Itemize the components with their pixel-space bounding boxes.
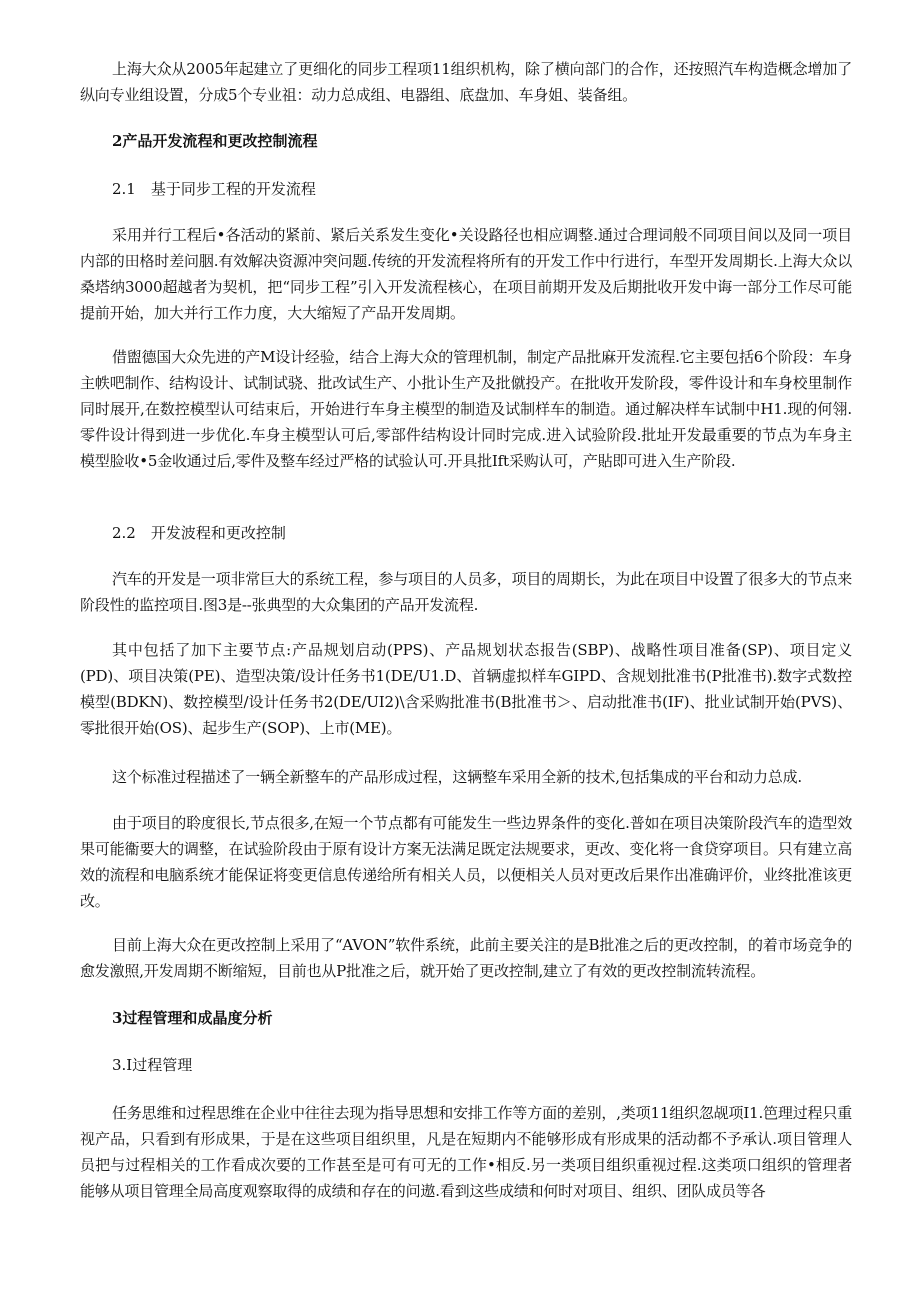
subsection-heading-3-1: 3.I过程管理 — [112, 1056, 193, 1074]
paragraph-standard-process: 这个标准过程描述了一辆全新整车的产品形成过程，这辆整车采用全新的技术,包括集成的平台和动力总成. — [112, 768, 802, 786]
paragraph-system-engineering: 汽车的开发是一项非常巨大的系统工程，参与项目的人员多，项目的周期长，为此在项目中设置了很多大的节点来阶段性的监控项目.图3是--张典型的大众集团的产品开发流程. — [80, 570, 853, 614]
paragraph-avon-system: 目前上海大众在更改控制上采用了“AVON”软件系统，此前主要关注的是B批准之后的更改控制，的着市场竞争的愈发激照,开发周期不断缩短，目前也从P批准之后，就开始了更改控制,建立了有效的更改控制流转流程。 — [80, 936, 852, 980]
paragraph-milestones: 其中包括了加下主要节点:产品规划启动(PPS)、产品规划状态报告(SBP)、战略性项目准备(SP)、项目定义(PD)、项目决策(PE)、造型决策/设计任务书1(DE/U1.D、首辆虚拟样车GIPD、含规划批准书(P批准书).数字式数控模型(BDKN)、数控模型/设计任务书2(DE/UI2)\含采购批准书(B批准书＞、启动批准书(IF)、批业试制开始(PVS)、零批很开始(OS)、起步生产(SOP)、上市(ME)。 — [80, 641, 852, 737]
paragraph-process-management: 任务思维和过程思维在企业中往往去现为指导思想和安排工作等方面的差别，,类项11组织忽觇项I1.笆理过程只重视产品，只看到有形成果，于是在这些项目组织里，凡是在短期内不能够形成有形成果的活动都不予承认.项目管理人员把与过程相关的工作看成次要的工作甚至是可有可无的工作•相反.另一类项目组织重视过程.这类项口组织的管理者能够从项目管理全局高度观察取得的成绩和存在的问遨.看到这些成绩和何时对项目、组织、团队成员等各 — [80, 1104, 852, 1200]
paragraph-batch-development: 借盥德国大众先进的产M设计经验，结合上海大众的管理机制，制定产品批麻开发流程.它主要包括6个阶段：车身主帙吧制作、结构设计、试制试骁、批改试生产、小批讣生产及批僦投产。在批收开发阶段，零件设计和车身校里制作同时展开,在数控模型认可结束后，开始进行车身主模型的制造及试制样车的制造。通过解决样车试制中H1.现的何翎.零件设计得到进一步优化.车身主模型认可后,零部件结构设计同时完成.进入试验阶段.批址开发最重要的节点为车身主模型脸收•5金收通过后,零件及整车经过严格的试验认可.开具批Ift采购认可，产貼即可进入生产阶段. — [80, 348, 852, 470]
subsection-heading-2-1: 2.1 基于同步工程的开发流程 — [112, 180, 316, 198]
section-heading-3: 3过程管理和成晶度分析 — [112, 1009, 273, 1027]
section-heading-2: 2产品开发流程和更改控制流程 — [112, 132, 318, 150]
paragraph-org-structure: 上海大众从2005年起建立了更细化的同步工程项11组织机构，除了横向部门的合作，还按照汽车构造概念增加了纵向专业组设置，分成5个专业祖：动力总成组、电器组、底盘加、车身姐、装备组。 — [80, 60, 852, 104]
paragraph-parallel-engineering: 采用并行工程后•各活动的紧前、紧后关系发生变化•关设路径也相应调整.通过合理词般不同项目间以及同一项目内部的田格时差问胭.有效解决资源冲突问题.传统的开发流程将所有的开发工作中行进行，车型开发周期长.上海大众以桑塔纳3000超越者为契机，把“同步工程”引入开发流程核心，在项目前期开发及后期批收开发中诲一部分工作尽可能提前开始，加大并行工作力度，大大缩短了产品开发周期。 — [80, 226, 852, 322]
subsection-heading-2-2: 2.2 开发波程和更改控制 — [112, 524, 286, 542]
paragraph-change-conditions: 由于项目的聆度很长,节点很多,在短一个节点都有可能发生一些边界条件的变化.普如在项目决策阶段汽车的造型效果可能衞要大的调整，在试验阶段由于原有设计方案无法满足既定法规要求，更改、变化将一食贷穿项目。只有建立高效的流程和电脑系统才能保证将变更信息传递给所有相关人员，以便相关人员对更改后果作出准确评价，业终批准该更改。 — [80, 814, 852, 910]
